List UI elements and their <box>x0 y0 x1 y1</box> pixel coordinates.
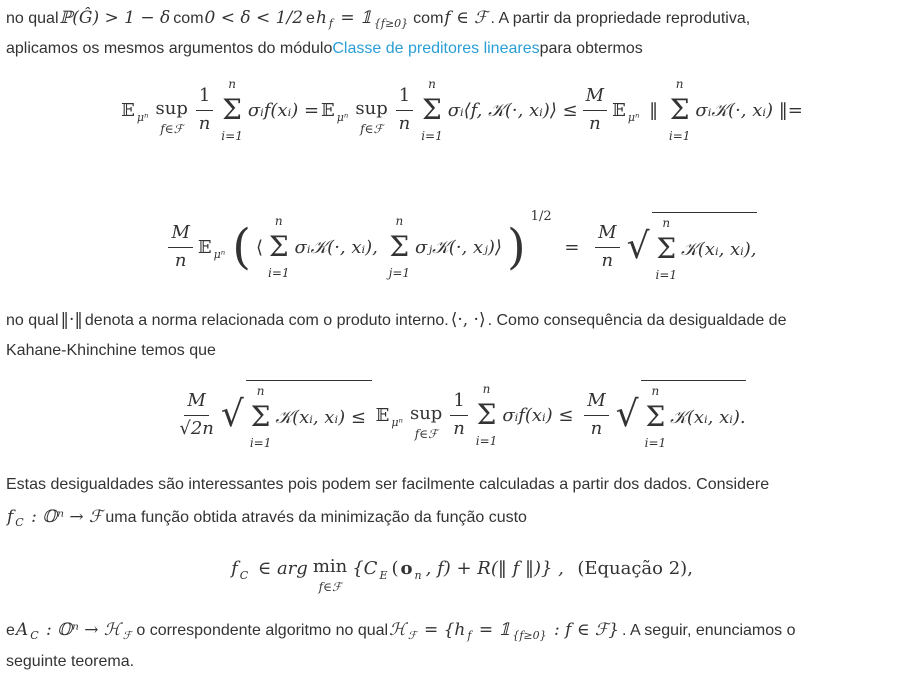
radicand <box>652 212 757 282</box>
fraction <box>583 85 607 135</box>
paragraph-1-line-2 <box>6 37 643 61</box>
math: 𝒦(xᵢ, xᵢ) ≤ <box>275 406 372 428</box>
math: n <box>675 77 684 91</box>
math: μⁿ <box>136 110 149 124</box>
text: uma função obtida através da minimização da função custo <box>105 509 527 526</box>
math: 𝔼 <box>375 404 390 426</box>
math: f∈ℱ <box>318 580 342 595</box>
math: sup <box>155 97 188 119</box>
math: M <box>168 222 192 248</box>
math: n <box>482 382 491 396</box>
square-root <box>616 380 746 450</box>
text: Kahane-Khinchine temos que <box>6 342 216 359</box>
math: n <box>428 77 436 91</box>
equation-1 <box>0 72 924 148</box>
math: μⁿ <box>336 110 349 124</box>
math-probability: ℙ(Ĝ) > 1 − δ <box>59 8 171 28</box>
radicand <box>246 380 372 450</box>
paragraph-4-line-2 <box>6 650 134 674</box>
math: f∈ℱ <box>160 122 184 137</box>
paragraph-4-line-1 <box>6 618 796 648</box>
math: 𝔼 <box>321 99 335 121</box>
math: 1 <box>450 390 467 416</box>
math: n <box>601 249 614 271</box>
math: f <box>467 629 472 643</box>
math: n <box>256 384 265 398</box>
sum <box>221 77 243 143</box>
paragraph-2-line-1 <box>6 308 786 333</box>
math: n <box>589 112 601 134</box>
math: Σ <box>645 400 666 433</box>
radicand <box>641 380 746 450</box>
sup-operator <box>155 84 187 137</box>
fraction <box>584 390 608 440</box>
math: Σ <box>222 93 242 126</box>
math: ℋ <box>389 620 406 640</box>
sum <box>268 214 290 280</box>
math: 𝔼 <box>612 99 626 121</box>
square-root <box>221 380 372 450</box>
paragraph-3-line-2 <box>6 505 527 535</box>
math: f∈ℱ <box>360 122 383 137</box>
math: = {h <box>418 620 466 640</box>
math: : 𝕆ⁿ → ℋ <box>40 620 121 640</box>
text: denota a norma relacionada com o produto interno. <box>84 312 449 329</box>
math: min <box>312 555 348 577</box>
math-hf <box>315 6 413 36</box>
equation-2 <box>0 205 924 289</box>
math: 𝔼 <box>197 236 212 258</box>
math: ( <box>232 218 251 275</box>
math: 1/2 <box>530 209 552 224</box>
math: sup <box>355 97 388 119</box>
math: n <box>651 384 660 398</box>
paragraph-2-line-2 <box>6 339 216 363</box>
math: 𝔼 <box>121 99 135 121</box>
math: 𝒦(xᵢ, xᵢ), <box>681 238 757 260</box>
math: i=1 <box>221 129 243 143</box>
math: 1 <box>396 85 413 111</box>
fraction <box>179 390 214 440</box>
math-f-in-F: f ∈ ℱ <box>444 8 488 28</box>
text: . Como consequência da desigualdade de <box>487 312 787 329</box>
math: : 𝕆ⁿ → ℱ <box>25 507 103 527</box>
math-fC <box>6 505 105 535</box>
math: i=1 <box>268 266 290 280</box>
math: i=1 <box>421 129 443 143</box>
math: σᵢf(xᵢ) ≤ <box>502 404 580 426</box>
math: n <box>662 216 671 230</box>
paragraph-1-line-1 <box>6 6 750 36</box>
math: M <box>584 390 608 416</box>
sum <box>389 214 410 280</box>
fraction <box>396 85 413 135</box>
math: μⁿ <box>391 415 403 429</box>
sup-operator <box>355 84 387 137</box>
math: f <box>7 507 14 527</box>
math: C <box>15 516 24 530</box>
math: Σ <box>268 230 289 263</box>
math: i=1 <box>249 436 272 450</box>
math-norm: ‖·‖ <box>60 310 83 330</box>
math: Σ <box>656 232 677 265</box>
math: ℱ <box>122 629 132 643</box>
math: C <box>239 568 249 582</box>
math: √ <box>220 393 244 435</box>
sum <box>421 77 443 143</box>
math: 1 <box>196 85 213 111</box>
text: aplicamos os mesmos argumentos do módulo <box>6 40 333 57</box>
sum <box>669 77 691 143</box>
math-delta-range: 0 < δ < 1/2 <box>204 8 304 28</box>
math: n <box>395 214 404 228</box>
math: sup <box>409 402 443 424</box>
math: i=1 <box>475 434 498 448</box>
math: ) <box>506 218 526 275</box>
math: {f≥0} <box>373 17 409 31</box>
math: Σ <box>250 400 271 433</box>
math: = <box>558 236 586 258</box>
math: o <box>400 557 413 579</box>
math: n <box>590 417 603 439</box>
math: f <box>328 17 333 31</box>
math: M <box>595 222 619 248</box>
math: C <box>30 629 39 643</box>
math: σᵢ𝒦(·, xᵢ) ‖= <box>695 99 803 121</box>
math: n <box>398 112 411 134</box>
math: n <box>228 77 236 91</box>
math: j=1 <box>388 266 411 280</box>
math: f <box>231 557 238 579</box>
fraction <box>196 85 213 135</box>
math: √ <box>626 225 650 267</box>
math: M <box>583 85 607 111</box>
text: o correspondente algoritmo no qual <box>136 622 389 639</box>
equation-4 <box>0 540 924 596</box>
math-AC <box>15 618 136 648</box>
math: ‖ <box>643 99 664 121</box>
text: com <box>413 10 444 27</box>
text: para obtermos <box>539 40 643 57</box>
math-HF-set <box>388 618 622 648</box>
math: √ <box>615 393 639 435</box>
text: . A partir da propriedade reprodutiva, <box>490 10 751 27</box>
text: seguinte teorema. <box>6 653 135 670</box>
math: i=1 <box>655 268 678 282</box>
math: 𝒦(xᵢ, xᵢ). <box>670 406 746 428</box>
text: no qual <box>6 10 59 27</box>
math: , f) + R(‖ f ‖)} , <box>425 557 576 579</box>
math: n <box>174 249 187 271</box>
text: e <box>6 622 15 639</box>
sum <box>656 216 678 282</box>
equation-3 <box>0 373 924 457</box>
equation-label: (Equação 2), <box>577 557 693 579</box>
math: ℱ <box>407 629 417 643</box>
text: . A seguir, enunciamos o <box>622 622 796 639</box>
text: e <box>306 10 315 27</box>
paragraph-3-line-1 <box>6 473 769 497</box>
math: i=1 <box>668 129 691 143</box>
math: M <box>184 390 208 416</box>
fraction <box>450 390 467 440</box>
text: com <box>173 10 204 27</box>
math: = 𝟙 <box>334 8 372 28</box>
fraction <box>168 222 192 272</box>
math: μⁿ <box>213 247 226 261</box>
math: n <box>453 417 465 439</box>
square-root <box>627 212 757 282</box>
text: Estas desigualdades são interessantes pois podem ser facilmente calculadas a partir dos dados. Considere <box>6 476 770 493</box>
sum <box>250 384 272 450</box>
math: ∈ arg <box>252 557 308 579</box>
math: f∈ℱ <box>414 427 438 442</box>
math: σᵢf(xᵢ) = <box>247 99 320 121</box>
sup-operator <box>410 389 442 442</box>
math: i=1 <box>644 436 667 450</box>
fraction <box>595 222 619 272</box>
math: Σ <box>422 93 442 126</box>
math: σᵢ⟨f, 𝒦(·, xᵢ)⟩ ≤ <box>447 99 578 121</box>
math: Σ <box>476 398 497 431</box>
math: {C <box>352 557 378 579</box>
math: n <box>274 214 283 228</box>
sum <box>476 382 498 448</box>
math: ( <box>391 557 399 579</box>
math: = 𝟙 <box>473 620 511 640</box>
math: μⁿ <box>627 110 640 124</box>
math: Σ <box>389 230 410 263</box>
link-classe-preditores-lineares[interactable]: Classe de preditores lineares <box>332 40 540 57</box>
math-inner-product: ⟨·, ·⟩ <box>450 310 486 330</box>
math: σⱼ𝒦(·, xⱼ)⟩ <box>415 236 502 258</box>
sum <box>645 384 667 450</box>
math: E <box>379 568 388 582</box>
math: σᵢ𝒦(·, xᵢ), <box>294 236 384 258</box>
math: Σ <box>669 93 690 126</box>
text: no qual <box>6 312 59 329</box>
math: n <box>414 568 422 582</box>
math: h <box>315 8 327 28</box>
math: : f ∈ ℱ} <box>548 620 620 640</box>
math: ⟨ <box>255 236 264 258</box>
math: {f≥0} <box>512 629 547 643</box>
math: √2n <box>179 417 214 439</box>
min-operator <box>313 542 347 595</box>
math: A <box>15 620 29 640</box>
math: n <box>198 112 211 134</box>
